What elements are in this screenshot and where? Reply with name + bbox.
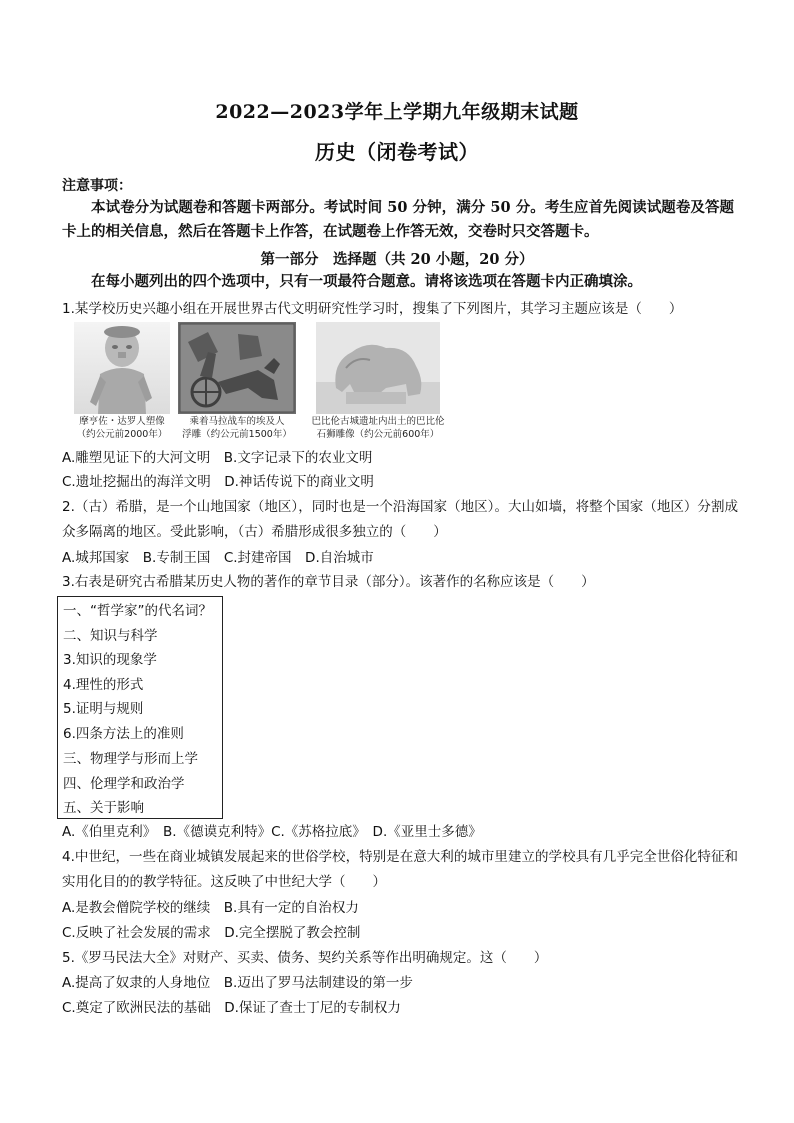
q1-caption-2-line2: 浮雕（约公元前1500年） xyxy=(182,429,292,440)
q1-image-statue xyxy=(74,322,170,442)
toc-item: 4.理性的形式 xyxy=(63,677,144,693)
q1-image-relief xyxy=(178,322,298,442)
q5-options-ab: A.提高了奴隶的人身地位 B.迈出了罗马法制建设的第一步 xyxy=(62,975,413,991)
q3-stem: 3.右表是研究古希腊某历史人物的著作的章节目录（部分）。该著作的名称应该是（ ） xyxy=(62,574,595,590)
chariot-relief-image xyxy=(178,322,296,414)
q1-caption-3-line1: 巴比伦古城遗址内出土的巴比伦 xyxy=(311,416,445,427)
q1-options-cd: C.遗址挖掘出的海洋文明 D.神话传说下的商业文明 xyxy=(62,474,374,490)
q2-options: A.城邦国家 B.专制王国 C.封建帝国 D.自治城市 xyxy=(62,550,374,566)
q3-toc-table xyxy=(57,596,223,819)
toc-item: 一、“哲学家”的代名词？ xyxy=(63,603,212,619)
q1-caption-1-line2: （约公元前2000年） xyxy=(76,429,168,440)
statue-image xyxy=(74,322,170,414)
q1-caption-2-line1: 乘着马拉战车的埃及人 xyxy=(189,416,285,427)
toc-item: 五、关于影响 xyxy=(63,800,144,816)
q4-options-ab: A.是教会僧院学校的继续 B.具有一定的自治权力 xyxy=(62,900,359,916)
q4-stem: 4.中世纪，一些在商业城镇发展起来的世俗学校，特别是在意大利的城市里建立的学校具有几乎完全世俗化特征和实用化目的的教学特征。这反映了中世纪大学（ ） xyxy=(62,849,738,890)
q1-image-lion xyxy=(311,322,456,442)
section-instruction: 在每小题列出的四个选项中，只有一项最符合题意。请将该选项在答题卡内正确填涂。 xyxy=(91,273,642,290)
notice-text: 本试卷分为试题卷和答题卡两部分。考试时间 50 分钟，满分 50 分。考生应首先阅读试题卷及答题卡上的相关信息，然后在答题卡上作答，在试题卷上作答无效，交卷时只交答题卡。 xyxy=(62,199,734,240)
exam-title: 2022—2023学年上学期九年级期末试题 xyxy=(215,101,579,123)
q5-stem: 5.《罗马民法大全》对财产、买卖、债务、契约关系等作出明确规定。这（ ） xyxy=(62,950,548,966)
section-title: 第一部分 选择题（共 20 小题，20 分） xyxy=(260,251,534,268)
q1-options-ab: A.雕塑见证下的大河文明 B.文字记录下的农业文明 xyxy=(62,450,373,466)
q3-options: A.《伯里克利》 B.《德谟克利特》C.《苏格拉底》 D.《亚里士多德》 xyxy=(62,824,482,840)
q1-stem: 1.某学校历史兴趣小组在开展世界古代文明研究性学习时，搜集了下列图片，其学习主题应该是（ ） xyxy=(62,301,683,317)
q1-caption-3-line2: 石狮雕像（约公元前600年） xyxy=(316,429,440,440)
notice-label: 注意事项： xyxy=(62,178,132,194)
q4-options-cd: C.反映了社会发展的需求 D.完全摆脱了教会控制 xyxy=(62,925,361,941)
q1-caption-1-line1: 摩亨佐・达罗人塑像 xyxy=(79,416,165,427)
toc-item: 5.证明与规则 xyxy=(63,701,144,717)
toc-item: 二、知识与科学 xyxy=(63,628,158,644)
toc-item: 6.四条方法上的准则 xyxy=(63,726,184,742)
babylon-lion-image xyxy=(316,322,440,414)
toc-item: 3.知识的现象学 xyxy=(63,652,157,668)
exam-subtitle: 历史（闭卷考试） xyxy=(315,140,479,164)
q5-options-cd: C.奠定了欧洲民法的基础 D.保证了查士丁尼的专制权力 xyxy=(62,1000,401,1016)
toc-item: 三、物理学与形而上学 xyxy=(63,751,198,767)
toc-item: 四、伦理学和政治学 xyxy=(63,776,185,792)
q2-stem: 2.（古）希腊，是一个山地国家（地区），同时也是一个沿海国家（地区）。大山如墙，将整个国家（地区）分割成众多隔离的地区。受此影响，（古）希腊形成很多独立的（ ） xyxy=(62,499,738,540)
